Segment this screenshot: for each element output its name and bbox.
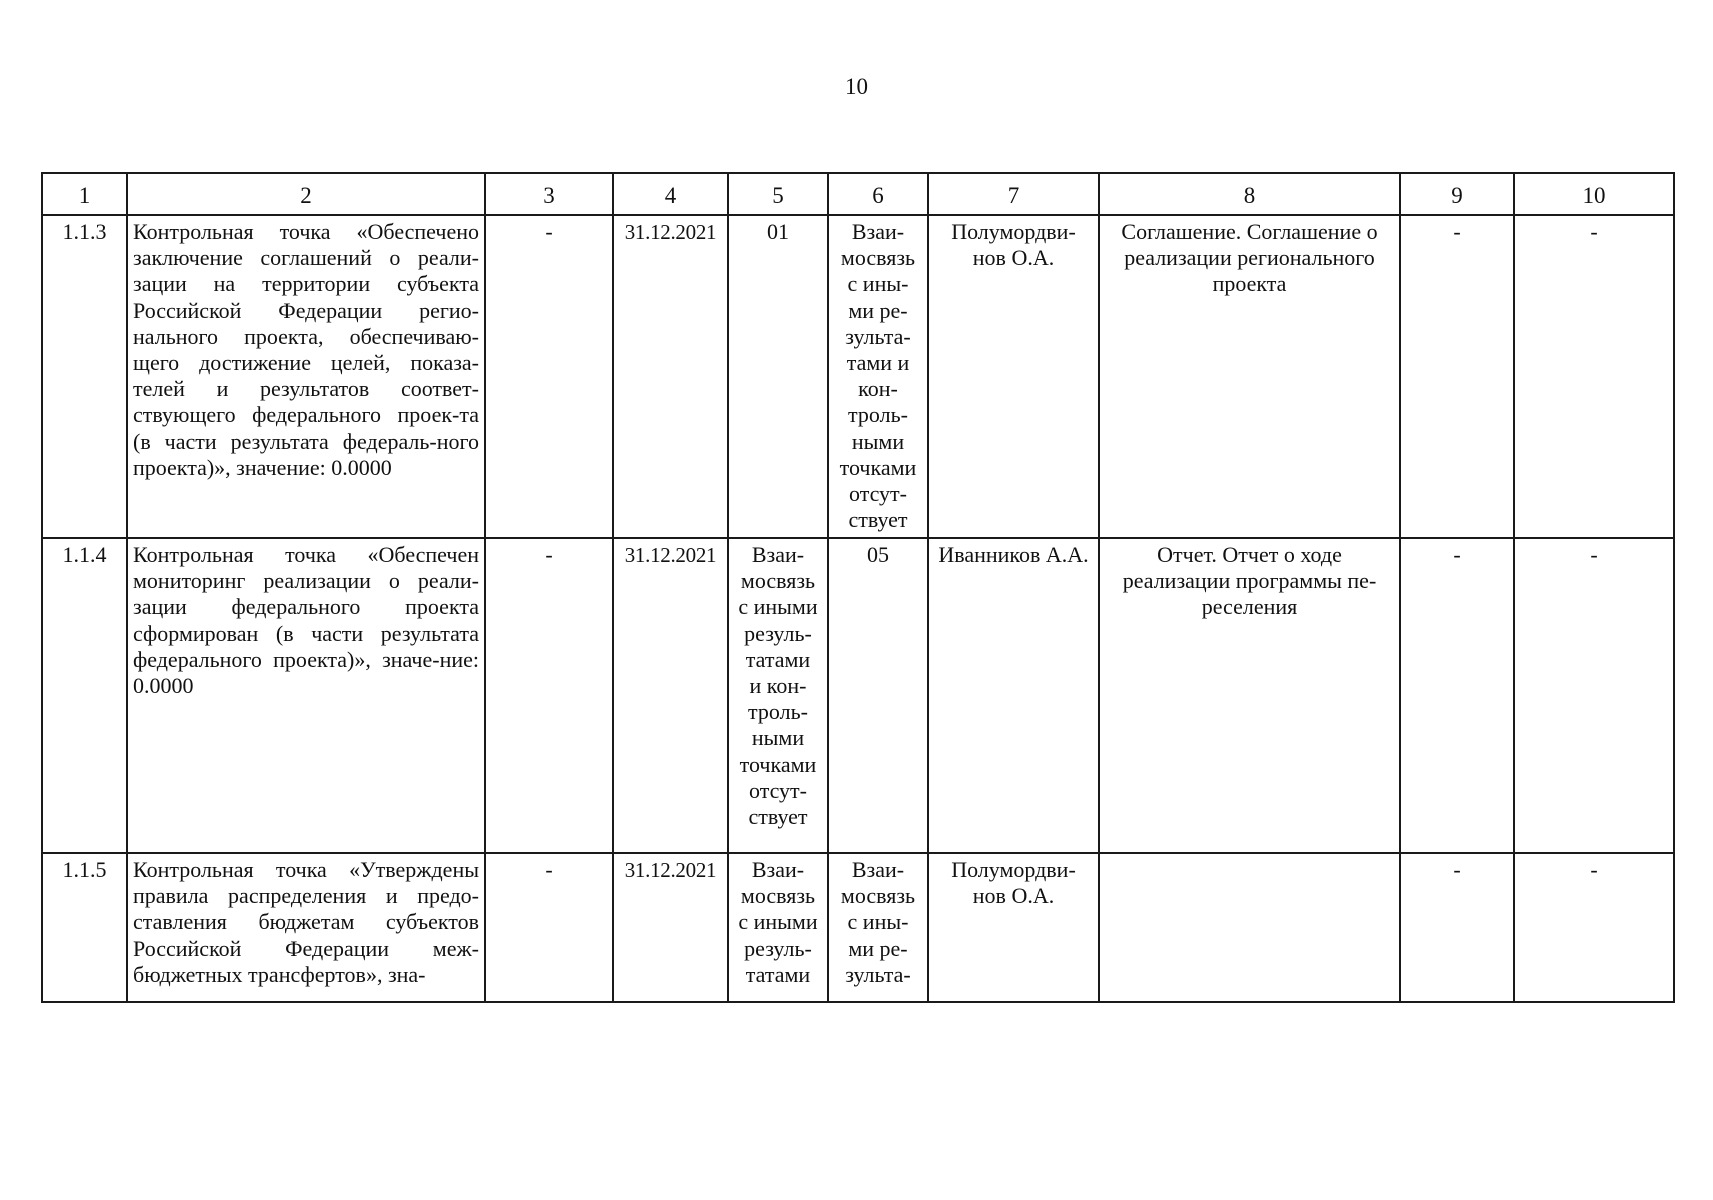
header-col-8: 8 — [1099, 173, 1400, 215]
cell-col-9: - — [1400, 215, 1514, 538]
cell-col-5: Взаи- мосвязь с иными резуль- татами — [728, 853, 828, 1002]
responsible-person: Полумордви- нов О.А. — [928, 853, 1099, 1002]
cell-col-6: 05 — [828, 538, 928, 853]
page-number: 10 — [845, 74, 868, 99]
deadline-date: 31.12.2021 — [613, 215, 728, 538]
header-col-6: 6 — [828, 173, 928, 215]
header-col-9: 9 — [1400, 173, 1514, 215]
cell-col-6: Взаи- мосвязь с ины- ми ре- зульта- — [828, 853, 928, 1002]
responsible-person: Иванников А.А. — [928, 538, 1099, 853]
responsible-person: Полумордви- нов О.А. — [928, 215, 1099, 538]
deadline-date: 31.12.2021 — [613, 538, 728, 853]
cell-col-5: Взаи- мосвязь с иными резуль- татами и кон- троль- ными точками отсут- ствует — [728, 538, 828, 853]
header-col-4: 4 — [613, 173, 728, 215]
header-row — [42, 173, 1674, 215]
cell-col-9: - — [1400, 853, 1514, 1002]
cell-col-10: - — [1514, 215, 1674, 538]
deadline-date: 31.12.2021 — [613, 853, 728, 1002]
cell-col-6: Взаи- мосвязь с ины- ми ре- зульта- тами и кон- троль- ными точками отсут- ствует — [828, 215, 928, 538]
document-type: Соглашение. Соглашение о реализации регионального проекта — [1099, 215, 1400, 538]
header-col-10: 10 — [1514, 173, 1674, 215]
cell-col-3: - — [485, 215, 613, 538]
header-col-7: 7 — [928, 173, 1099, 215]
control-point-description: Контрольная точка «Обеспечен мониторинг реализации о реали-зации федерального проекта сформирован (в части результата федерального проекта)», значе-ние: 0.0000 — [127, 538, 485, 853]
header-col-3: 3 — [485, 173, 613, 215]
cell-col-10: - — [1514, 538, 1674, 853]
header-col-2: 2 — [127, 173, 485, 215]
table-row — [42, 215, 1674, 538]
document-type — [1099, 853, 1400, 1002]
header-col-5: 5 — [728, 173, 828, 215]
control-point-description: Контрольная точка «Утверждены правила распределения и предо-ставления бюджетам субъектов Российской Федерации меж-бюджетных трансфертов», зна- — [127, 853, 485, 1002]
table-row — [42, 853, 1674, 1002]
cell-col-3: - — [485, 538, 613, 853]
document-type: Отчет. Отчет о ходе реализации программы пе-реселения — [1099, 538, 1400, 853]
cell-col-5: 01 — [728, 215, 828, 538]
cell-col-3: - — [485, 853, 613, 1002]
control-points-table — [41, 172, 1675, 1003]
control-point-description: Контрольная точка «Обеспечено заключение соглашений о реали-зации на территории субъекта Российской Федерации регио-нального проекта, обеспечиваю-щего достижение целей, показа-телей и результатов соответ-ствующего федерального проек-та (в части результата федераль-ного проекта)», значение: 0.0000 — [127, 215, 485, 538]
header-col-1: 1 — [42, 173, 127, 215]
row-number: 1.1.3 — [42, 215, 127, 538]
row-number: 1.1.5 — [42, 853, 127, 1002]
cell-col-10: - — [1514, 853, 1674, 1002]
cell-col-9: - — [1400, 538, 1514, 853]
row-number: 1.1.4 — [42, 538, 127, 853]
table-row — [42, 538, 1674, 853]
